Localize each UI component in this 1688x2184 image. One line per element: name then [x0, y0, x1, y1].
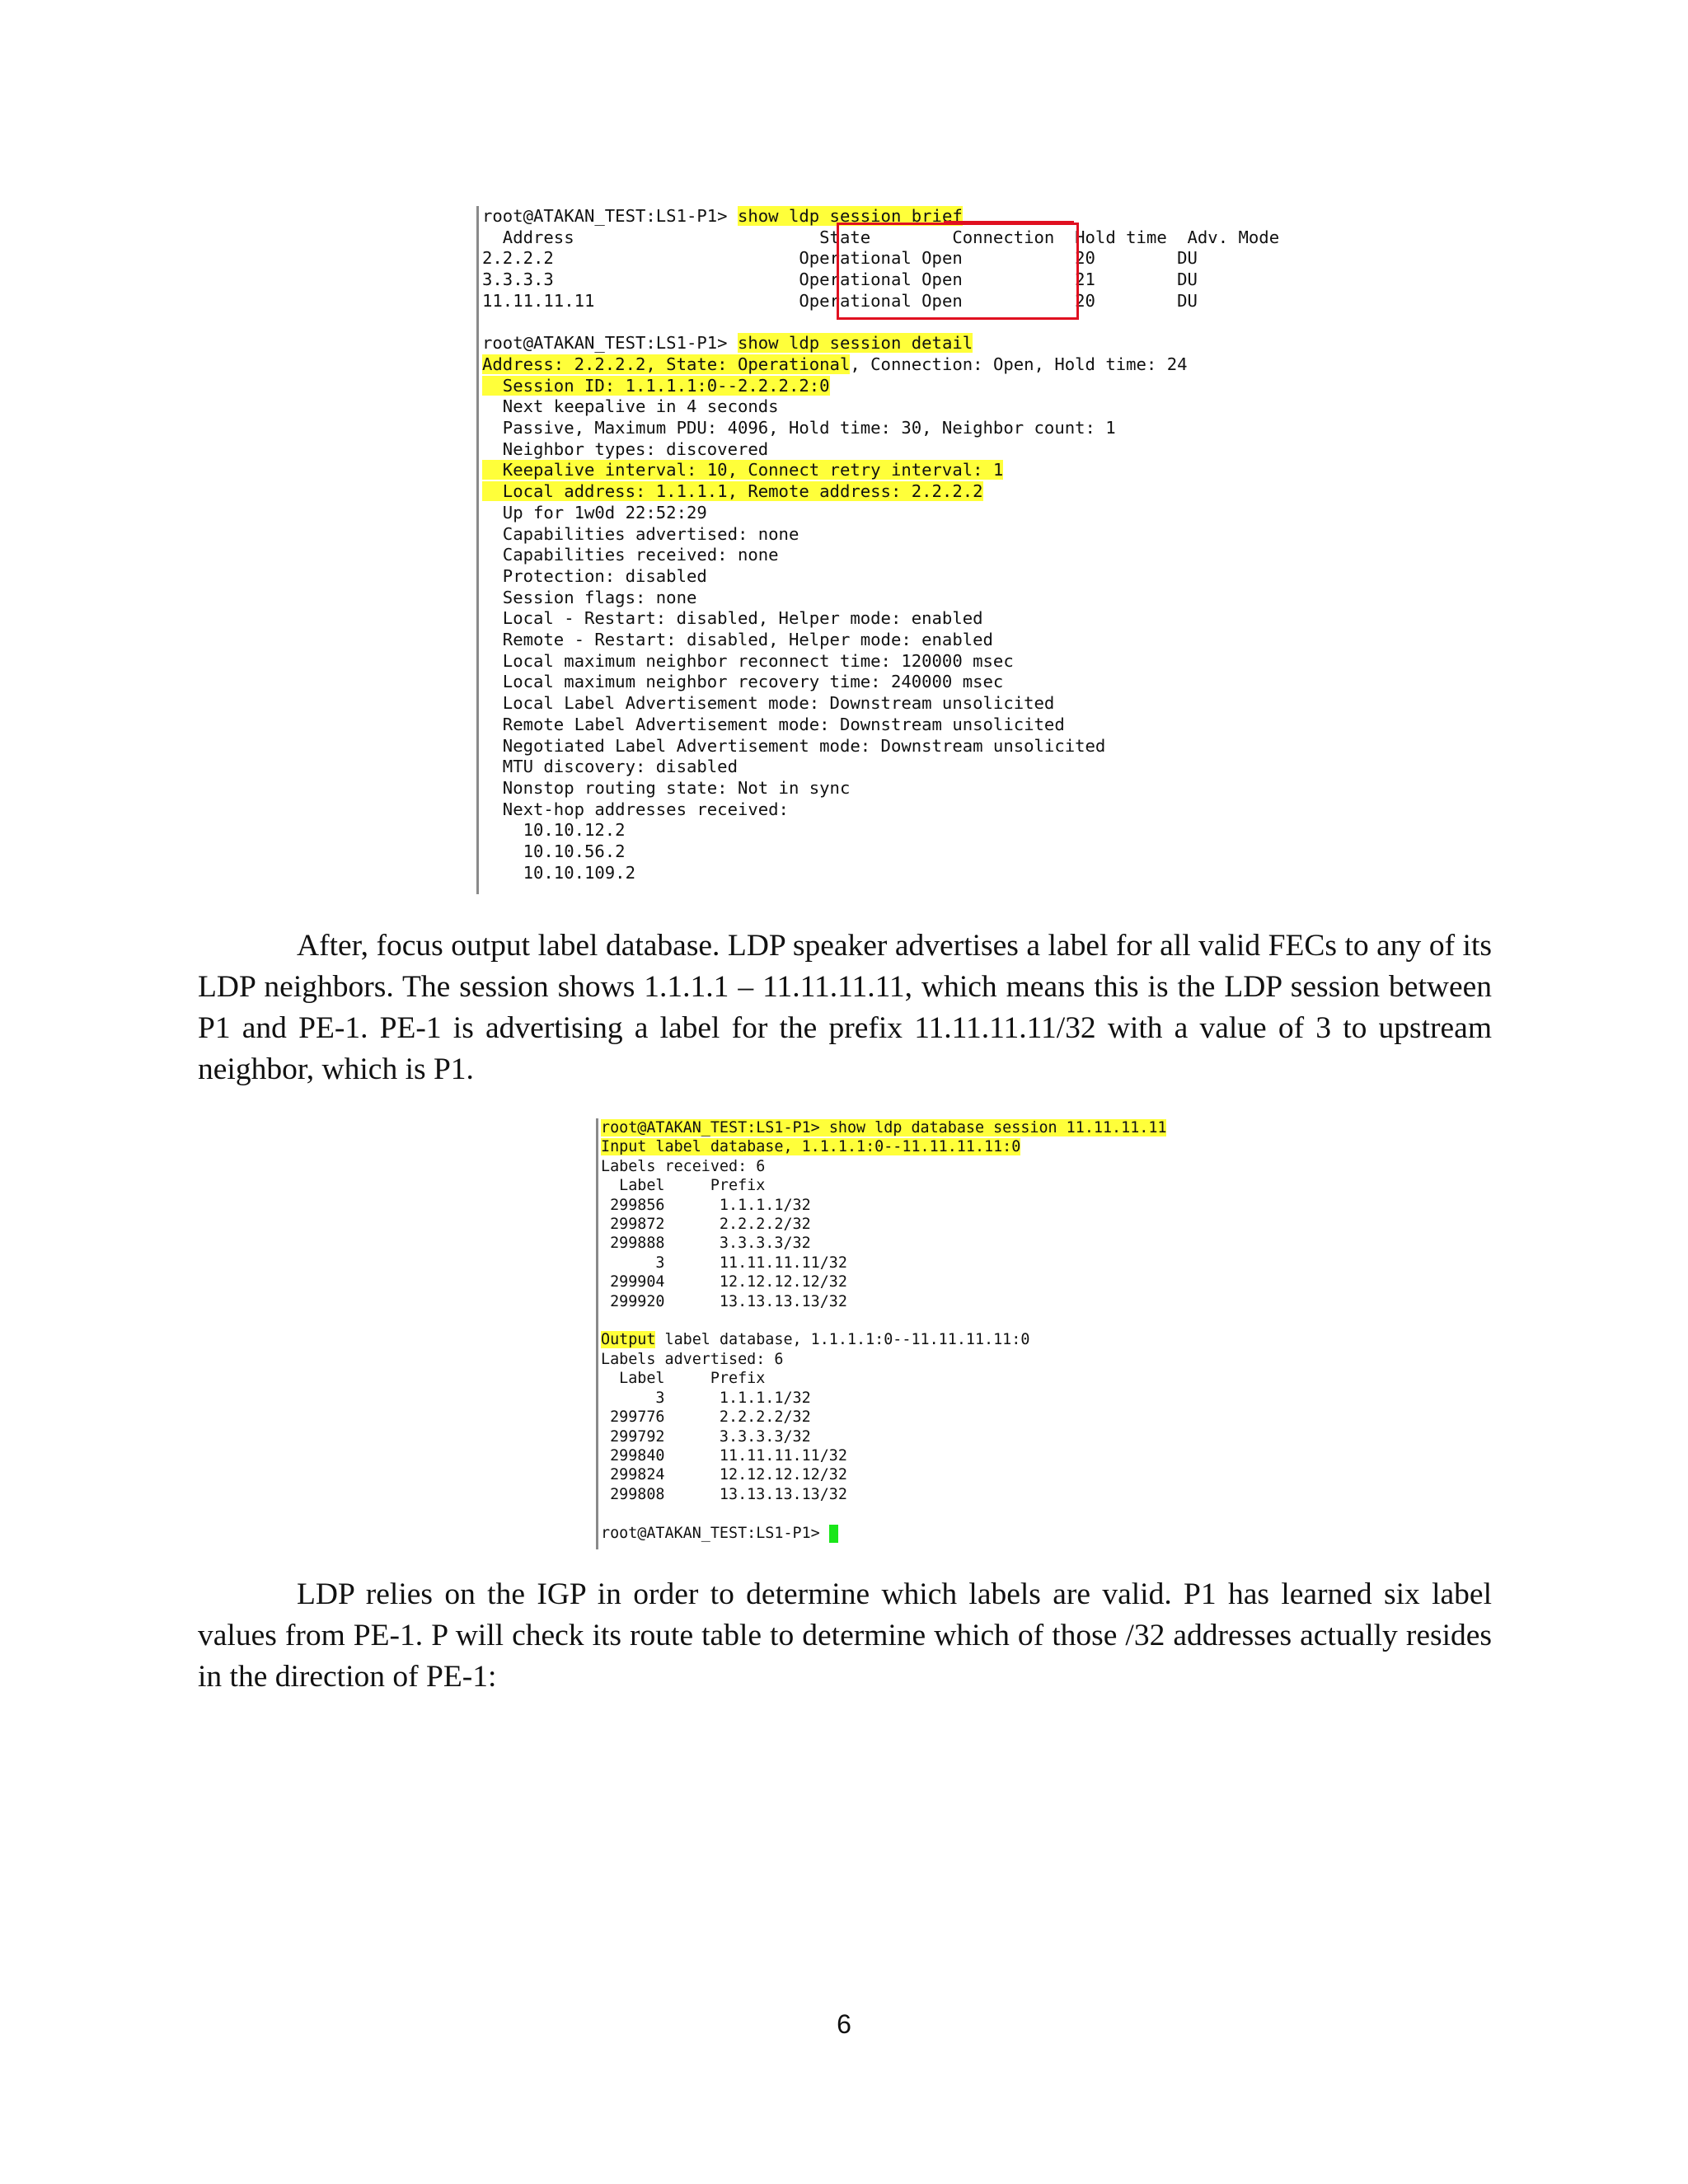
input-label-row: 3 11.11.11.11/32 [601, 1254, 847, 1272]
paragraph-igp-labels: LDP relies on the IGP in order to determine which labels are valid. P1 has learned six label values from PE-1. P will check its route table to determine which of those /32 addresses actually resides in the direction of PE-1: [198, 1577, 1492, 1694]
input-label-row: 299904 12.12.12.12/32 [601, 1273, 847, 1291]
terminal-line [482, 206, 1315, 227]
terminal-line [601, 1524, 1194, 1543]
detail-line: Address: 2.2.2.2, State: Operational, Connection: Open, Hold time: 24 [482, 354, 1188, 374]
detail-line: Local - Restart: disabled, Helper mode: enabled [482, 608, 983, 629]
detail-line: Negotiated Label Advertisement mode: Downstream unsolicited [482, 735, 1106, 756]
cli-prompt: root@ATAKAN_TEST:LS1-P1> [482, 333, 738, 354]
detail-line: Passive, Maximum PDU: 4096, Hold time: 30, Neighbor count: 1 [482, 418, 1116, 438]
detail-line: Remote - Restart: disabled, Helper mode: enabled [482, 630, 993, 650]
output-label-row: 299840 11.11.11.11/32 [601, 1446, 847, 1465]
cli-command: show ldp database session 11.11.11.11 [828, 1119, 1167, 1137]
output-database-header: Output label database, 1.1.1.1:0--11.11.11.11:0 [601, 1331, 1030, 1349]
labels-advertised: Labels advertised: 6 [601, 1350, 784, 1368]
detail-line: Capabilities advertised: none [482, 523, 799, 544]
cursor-icon [829, 1525, 838, 1543]
brief-row: 3.3.3.3 Operational Open 21 DU [482, 269, 1198, 290]
output-label-row: 299792 3.3.3.3/32 [601, 1427, 811, 1446]
brief-header: Address State Connection Hold time Adv. Mode [482, 227, 1280, 247]
ldp-database-terminal [596, 1118, 1194, 1549]
cli-prompt: root@ATAKAN_TEST:LS1-P1> [482, 206, 738, 226]
cli-prompt: root@ATAKAN_TEST:LS1-P1> [601, 1524, 829, 1542]
detail-line: 10.10.12.2 [482, 820, 626, 841]
detail-line: Capabilities received: none [482, 545, 779, 565]
cli-prompt: root@ATAKAN_TEST:LS1-P1> [601, 1119, 829, 1137]
brief-row: 2.2.2.2 Operational Open 20 DU [482, 248, 1198, 269]
detail-line: Local Label Advertisement mode: Downstream unsolicited [482, 693, 1055, 714]
input-label-row: 299872 2.2.2.2/32 [601, 1216, 811, 1234]
terminal-line [482, 333, 1315, 354]
input-label-row: 299920 13.13.13.13/32 [601, 1292, 847, 1310]
detail-line: Remote Label Advertisement mode: Downstream unsolicited [482, 714, 1065, 734]
labels-received: Labels received: 6 [601, 1157, 766, 1175]
detail-line: Next keepalive in 4 seconds [482, 396, 779, 417]
column-header: Label Prefix [601, 1177, 766, 1195]
cli-command: show ldp session brief [737, 206, 963, 226]
detail-line: MTU discovery: disabled [482, 757, 738, 777]
local-address-line: Local address: 1.1.1.1, Remote address: 2.2.2.2 [482, 481, 983, 502]
input-label-row: 299856 1.1.1.1/32 [601, 1196, 811, 1214]
detail-line: Local maximum neighbor reconnect time: 120000 msec [482, 650, 1014, 671]
paragraph-output-label-database: After, focus output label database. LDP speaker advertises a label for all valid FECs to any of its LDP neighbors. The session shows 1.1.1.1 – 11.11.11.11, which means this is the LDP session between P1 and PE-1. PE-1 is advertising a label for the prefix 11.11.11.11/32 with a value of 3 to upstream neighbor, which is P1. [198, 929, 1492, 1086]
input-database-header: Input label database, 1.1.1.1:0--11.11.11.11:0 [601, 1138, 1021, 1156]
cli-command: show ldp session detail [737, 333, 973, 354]
detail-line: Local maximum neighbor recovery time: 240000 msec [482, 672, 1004, 692]
page-number: 6 [837, 2009, 851, 2039]
input-label-row: 299888 3.3.3.3/32 [601, 1235, 811, 1253]
output-label-row: 3 1.1.1.1/32 [601, 1389, 811, 1407]
detail-line: 10.10.56.2 [482, 841, 626, 862]
output-label-row: 299776 2.2.2.2/32 [601, 1408, 811, 1427]
detail-line: Up for 1w0d 22:52:29 [482, 502, 707, 523]
detail-line: Neighbor types: discovered [482, 438, 769, 459]
detail-line: Session flags: none [482, 587, 697, 607]
detail-line: Nonstop routing state: Not in sync [482, 777, 851, 798]
detail-line: Next-hop addresses received: [482, 799, 789, 819]
ldp-session-terminal [476, 206, 1315, 894]
detail-line: 10.10.109.2 [482, 862, 635, 883]
keepalive-line: Keepalive interval: 10, Connect retry interval: 1 [482, 460, 1004, 480]
detail-line: Protection: disabled [482, 565, 707, 586]
output-label-row: 299808 13.13.13.13/32 [601, 1485, 847, 1503]
session-id-line: Session ID: 1.1.1.1:0--2.2.2.2:0 [482, 375, 830, 396]
output-label-row: 299824 12.12.12.12/32 [601, 1466, 847, 1484]
column-header: Label Prefix [601, 1370, 766, 1388]
terminal-line [601, 1118, 1194, 1137]
brief-row: 11.11.11.11 Operational Open 20 DU [482, 290, 1198, 311]
